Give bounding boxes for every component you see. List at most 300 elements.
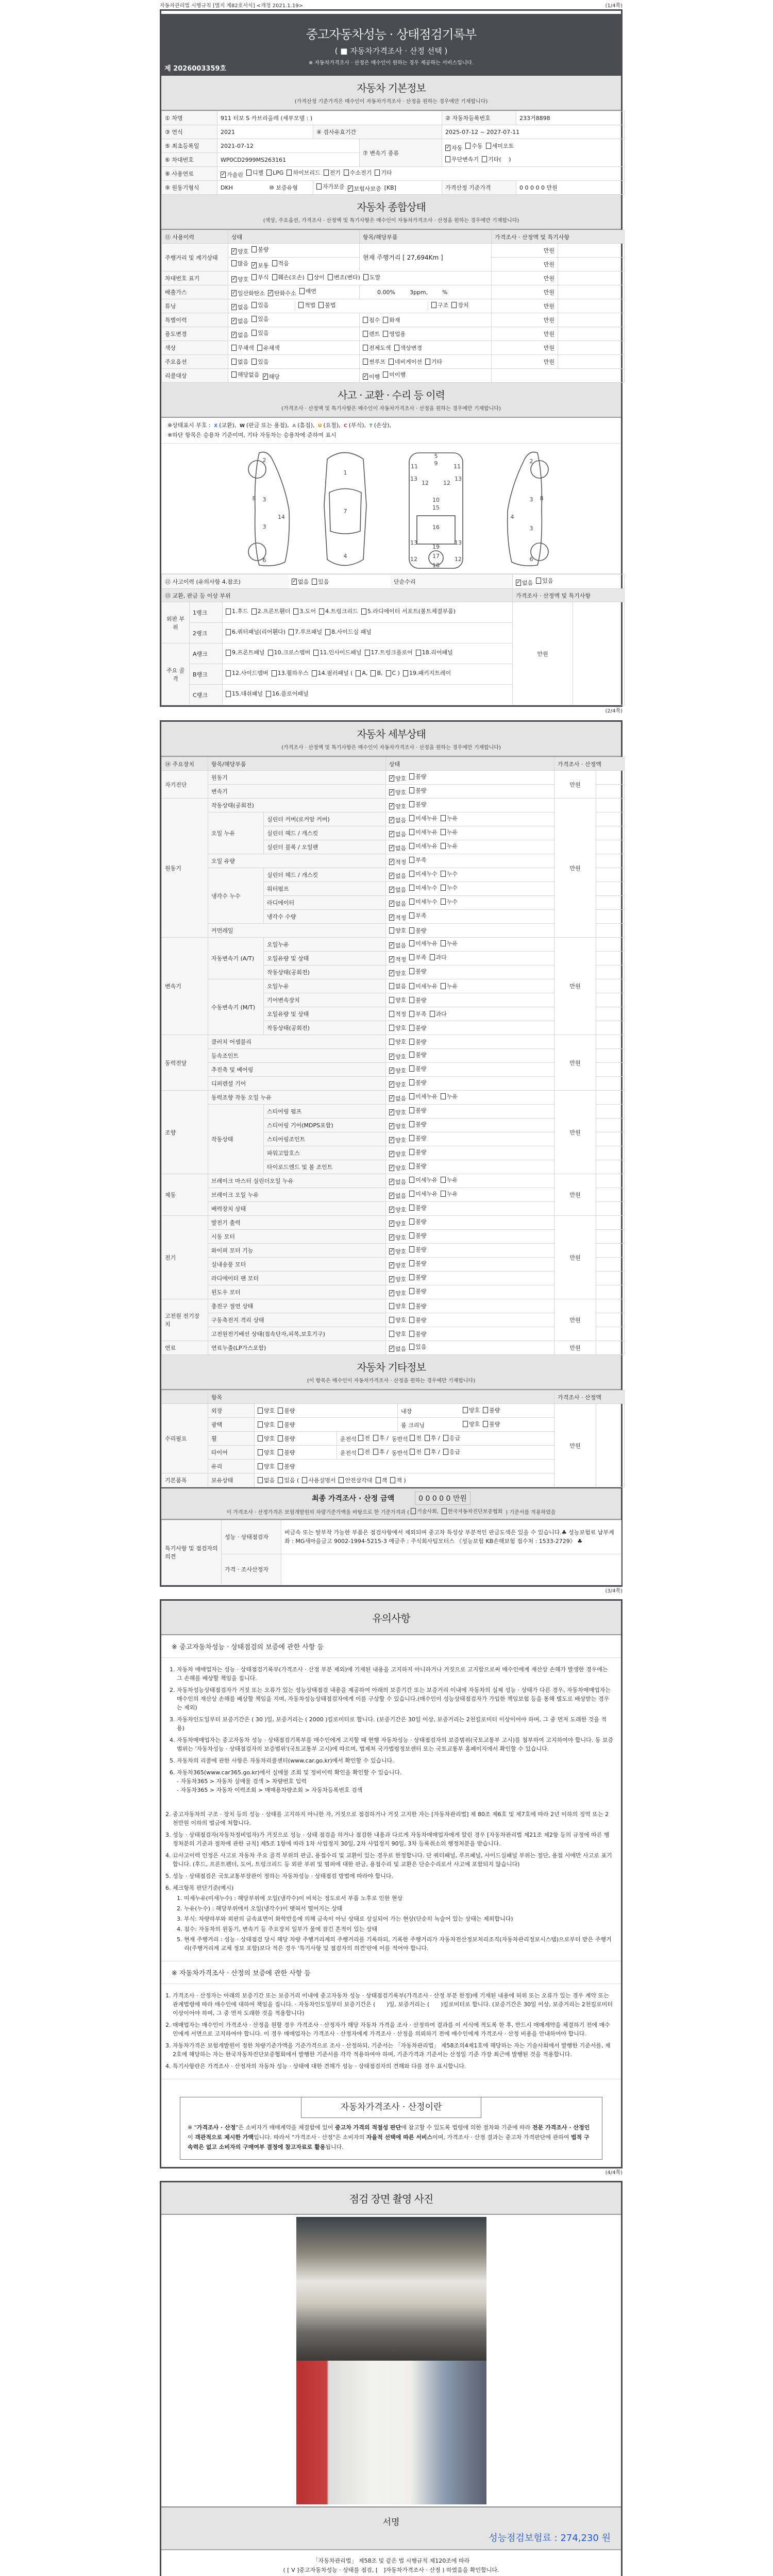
checkbox-option[interactable] — [328, 273, 360, 281]
checkbox-option[interactable] — [409, 1092, 438, 1100]
checkbox-option[interactable] — [441, 870, 458, 878]
checkbox-option[interactable] — [358, 1448, 370, 1456]
checkbox-icon[interactable] — [389, 997, 394, 1003]
checkbox-icon[interactable] — [441, 1191, 446, 1197]
checked-box-icon[interactable]: ✓ — [390, 1165, 394, 1171]
checkbox-option[interactable] — [389, 1136, 406, 1144]
checked-box-icon[interactable]: ✓ — [390, 1234, 394, 1240]
checkbox-icon[interactable] — [375, 170, 380, 176]
checkbox-icon[interactable] — [278, 1435, 283, 1442]
checkbox-option[interactable] — [451, 301, 468, 309]
checkbox-icon[interactable] — [483, 1421, 488, 1427]
checkbox-icon[interactable] — [411, 1508, 416, 1514]
checkbox-option[interactable] — [463, 1406, 480, 1414]
checkbox-icon[interactable] — [442, 1508, 447, 1514]
checkbox-option[interactable] — [363, 344, 391, 352]
checkbox-option[interactable] — [358, 1434, 370, 1442]
checked-box-icon[interactable]: ✓ — [390, 1067, 394, 1073]
checkbox-option[interactable] — [409, 1190, 438, 1198]
checkbox-option[interactable] — [409, 1064, 426, 1073]
checkbox-option[interactable] — [409, 1010, 426, 1018]
checkbox-option[interactable] — [389, 1206, 406, 1214]
checkbox-icon[interactable] — [226, 670, 231, 676]
checkbox-option[interactable] — [409, 967, 426, 975]
checkbox-icon[interactable] — [390, 1477, 395, 1483]
checkbox-option[interactable] — [251, 273, 268, 281]
checkbox-option[interactable] — [258, 1406, 275, 1415]
checkbox-option[interactable] — [231, 331, 248, 339]
checkbox-icon[interactable] — [409, 1218, 414, 1225]
checkbox-icon[interactable] — [409, 927, 414, 934]
checkbox-option[interactable] — [226, 627, 285, 637]
checkbox-option[interactable] — [389, 788, 406, 796]
checked-box-icon[interactable]: ✓ — [390, 1137, 394, 1143]
checkbox-option[interactable] — [516, 579, 533, 587]
checkbox-icon[interactable] — [293, 608, 298, 615]
checkbox-option[interactable] — [409, 828, 438, 836]
checkbox-option[interactable] — [268, 289, 296, 297]
checkbox-icon[interactable] — [425, 359, 430, 365]
checkbox-icon[interactable] — [226, 608, 231, 615]
checkbox-option[interactable] — [389, 1053, 406, 1061]
checkbox-icon[interactable] — [441, 1093, 446, 1099]
checkbox-option[interactable] — [389, 844, 406, 852]
checkbox-option[interactable] — [409, 800, 426, 808]
checkbox-icon[interactable] — [246, 170, 251, 176]
checkbox-icon[interactable] — [431, 302, 436, 308]
checkbox-icon[interactable] — [289, 629, 294, 635]
checkbox-icon[interactable] — [363, 345, 368, 351]
checked-box-icon[interactable]: ✓ — [263, 374, 267, 379]
checkbox-icon[interactable] — [409, 1163, 414, 1169]
checkbox-option[interactable] — [389, 941, 406, 950]
checkbox-option[interactable] — [373, 1448, 389, 1456]
checkbox-option[interactable] — [257, 344, 280, 352]
checkbox-option[interactable] — [409, 1148, 426, 1156]
checkbox-option[interactable] — [409, 911, 426, 920]
checkbox-icon[interactable] — [373, 1435, 378, 1441]
checkbox-icon[interactable] — [226, 650, 231, 656]
checkbox-option[interactable] — [231, 358, 248, 366]
checkbox-icon[interactable] — [278, 1421, 283, 1428]
checkbox-icon[interactable] — [319, 608, 324, 615]
checkbox-icon[interactable] — [389, 1331, 394, 1337]
checked-box-icon[interactable]: ✓ — [390, 956, 394, 962]
checked-box-icon[interactable]: ✓ — [232, 248, 237, 254]
checkbox-option[interactable] — [409, 842, 438, 850]
checkbox-icon[interactable] — [409, 1121, 414, 1127]
checkbox-icon[interactable] — [443, 1435, 448, 1441]
checkbox-icon[interactable] — [278, 1449, 283, 1455]
checkbox-icon[interactable] — [410, 1449, 415, 1455]
checkbox-option[interactable] — [409, 1038, 426, 1046]
checkbox-icon[interactable] — [231, 359, 237, 365]
checkbox-icon[interactable] — [361, 608, 366, 615]
checkbox-option[interactable] — [445, 144, 462, 152]
checkbox-option[interactable] — [409, 1050, 426, 1059]
checkbox-icon[interactable] — [463, 1407, 468, 1413]
checkbox-icon[interactable] — [409, 1191, 414, 1197]
checkbox-option[interactable] — [363, 372, 380, 381]
checkbox-icon[interactable] — [356, 670, 361, 676]
checkbox-option[interactable] — [231, 317, 248, 325]
checkbox-icon[interactable] — [409, 857, 414, 863]
checkbox-option[interactable] — [389, 1289, 406, 1297]
checkbox-option[interactable] — [375, 168, 392, 177]
checkbox-icon[interactable] — [383, 331, 388, 337]
checkbox-icon[interactable] — [376, 1477, 381, 1483]
checkbox-option[interactable] — [302, 1476, 335, 1484]
checkbox-option[interactable] — [409, 1134, 426, 1142]
checkbox-option[interactable] — [258, 1448, 275, 1456]
checked-box-icon[interactable]: ✓ — [390, 859, 394, 865]
checkbox-option[interactable] — [251, 301, 268, 309]
checkbox-icon[interactable] — [389, 983, 394, 989]
checkbox-icon[interactable] — [363, 274, 368, 280]
checkbox-option[interactable] — [486, 142, 514, 150]
checkbox-icon[interactable] — [389, 1303, 394, 1309]
checkbox-icon[interactable] — [344, 170, 349, 176]
checkbox-option[interactable] — [389, 1330, 406, 1338]
checkbox-option[interactable] — [363, 273, 380, 281]
checkbox-option[interactable] — [389, 1192, 406, 1200]
checkbox-option[interactable] — [231, 303, 248, 311]
checkbox-option[interactable] — [389, 1150, 406, 1158]
checkbox-option[interactable] — [363, 330, 380, 338]
checkbox-icon[interactable] — [409, 1011, 414, 1017]
checkbox-icon[interactable] — [251, 330, 257, 336]
checkbox-icon[interactable] — [409, 997, 414, 1003]
checkbox-icon[interactable] — [409, 843, 414, 849]
checkbox-option[interactable] — [410, 1448, 422, 1456]
checkbox-option[interactable] — [409, 982, 438, 990]
checkbox-icon[interactable] — [441, 815, 446, 821]
checkbox-icon[interactable] — [409, 954, 414, 960]
checkbox-option[interactable] — [386, 668, 400, 679]
checkbox-option[interactable] — [258, 1462, 275, 1470]
checkbox-option[interactable] — [441, 884, 458, 892]
checkbox-option[interactable] — [394, 344, 423, 352]
checkbox-icon[interactable] — [409, 1331, 414, 1337]
checkbox-icon[interactable] — [409, 1246, 414, 1252]
checkbox-option[interactable] — [356, 668, 367, 679]
checkbox-option[interactable] — [251, 245, 268, 253]
checkbox-icon[interactable] — [486, 143, 491, 149]
checkbox-option[interactable] — [389, 802, 406, 810]
checked-box-icon[interactable]: ✓ — [348, 185, 352, 191]
checkbox-icon[interactable] — [231, 345, 237, 351]
checkbox-option[interactable] — [409, 786, 426, 794]
checkbox-option[interactable] — [389, 913, 406, 922]
checkbox-option[interactable] — [409, 1120, 426, 1128]
checkbox-icon[interactable] — [373, 1449, 378, 1455]
checkbox-icon[interactable] — [308, 274, 313, 280]
checkbox-option[interactable] — [389, 1219, 406, 1228]
checkbox-option[interactable] — [389, 1178, 406, 1186]
checkbox-option[interactable] — [319, 606, 358, 617]
checkbox-icon[interactable] — [251, 608, 257, 615]
checkbox-icon[interactable] — [409, 940, 414, 946]
checkbox-option[interactable] — [389, 1094, 406, 1103]
checked-box-icon[interactable]: ✓ — [390, 1290, 394, 1296]
checkbox-option[interactable] — [263, 372, 280, 381]
checkbox-option[interactable] — [390, 1476, 406, 1484]
checked-box-icon[interactable]: ✓ — [390, 1207, 394, 1212]
checkbox-option[interactable] — [482, 155, 511, 163]
checkbox-icon[interactable] — [409, 801, 414, 807]
checkbox-option[interactable] — [258, 1476, 275, 1484]
checkbox-option[interactable] — [389, 1024, 406, 1032]
checkbox-icon[interactable] — [409, 1065, 414, 1072]
checkbox-option[interactable] — [363, 358, 385, 366]
checkbox-icon[interactable] — [389, 1317, 394, 1323]
checkbox-icon[interactable] — [430, 1011, 435, 1017]
checked-box-icon[interactable]: ✓ — [268, 290, 273, 296]
checkbox-icon[interactable] — [483, 1407, 488, 1413]
checkbox-option[interactable] — [389, 1080, 406, 1089]
checkbox-option[interactable] — [409, 1330, 426, 1338]
checkbox-option[interactable] — [389, 1302, 406, 1310]
checkbox-option[interactable] — [312, 668, 353, 679]
checkbox-icon[interactable] — [536, 578, 541, 584]
checkbox-option[interactable] — [442, 1507, 502, 1515]
checkbox-icon[interactable] — [409, 899, 414, 905]
checked-box-icon[interactable]: ✓ — [390, 1276, 394, 1282]
checkbox-option[interactable] — [389, 1066, 406, 1075]
checkbox-icon[interactable] — [266, 170, 272, 176]
checkbox-icon[interactable] — [258, 1463, 263, 1469]
checkbox-icon[interactable] — [287, 170, 292, 176]
checkbox-option[interactable] — [409, 814, 438, 822]
checkbox-icon[interactable] — [339, 1477, 344, 1483]
checkbox-icon[interactable] — [386, 670, 391, 676]
checkbox-icon[interactable] — [409, 885, 414, 891]
checkbox-option[interactable] — [389, 1038, 406, 1046]
checkbox-option[interactable] — [278, 1476, 299, 1484]
checkbox-icon[interactable] — [465, 143, 470, 149]
checkbox-icon[interactable] — [358, 1449, 363, 1455]
checkbox-option[interactable] — [483, 1420, 500, 1428]
checkbox-option[interactable] — [411, 1507, 439, 1515]
checkbox-icon[interactable] — [358, 1435, 363, 1441]
checkbox-icon[interactable] — [403, 670, 408, 676]
checkbox-option[interactable] — [409, 772, 426, 781]
checkbox-option[interactable] — [441, 842, 458, 850]
checked-box-icon[interactable]: ✓ — [252, 262, 257, 268]
checkbox-option[interactable] — [389, 900, 406, 908]
checkbox-icon[interactable] — [409, 968, 414, 974]
checkbox-option[interactable] — [324, 168, 341, 177]
checkbox-option[interactable] — [430, 1010, 447, 1018]
checkbox-option[interactable] — [536, 577, 553, 585]
checkbox-option[interactable] — [389, 996, 406, 1004]
checkbox-option[interactable] — [231, 259, 248, 267]
checkbox-option[interactable] — [443, 1434, 460, 1442]
checkbox-icon[interactable] — [251, 302, 257, 308]
checkbox-option[interactable] — [409, 1106, 426, 1114]
checkbox-option[interactable] — [409, 1273, 426, 1281]
checkbox-option[interactable] — [389, 1345, 406, 1353]
checkbox-icon[interactable] — [251, 246, 257, 252]
checkbox-option[interactable] — [409, 1162, 426, 1170]
checkbox-icon[interactable] — [226, 691, 231, 697]
checkbox-option[interactable] — [313, 648, 361, 658]
checkbox-icon[interactable] — [482, 156, 487, 162]
checked-box-icon[interactable]: ✓ — [390, 1095, 394, 1101]
checkbox-icon[interactable] — [371, 670, 376, 676]
checkbox-option[interactable] — [383, 316, 400, 324]
checkbox-icon[interactable] — [266, 691, 271, 697]
checked-box-icon[interactable]: ✓ — [390, 1123, 394, 1129]
checked-box-icon[interactable]: ✓ — [516, 579, 521, 585]
checkbox-option[interactable] — [425, 1448, 440, 1456]
checkbox-icon[interactable] — [231, 260, 237, 266]
checkbox-option[interactable] — [226, 648, 265, 658]
checkbox-icon[interactable] — [258, 1477, 263, 1483]
checkbox-option[interactable] — [339, 1476, 372, 1484]
checkbox-icon[interactable] — [409, 1344, 414, 1350]
checkbox-option[interactable] — [430, 953, 447, 961]
checkbox-icon[interactable] — [441, 871, 446, 877]
checkbox-option[interactable] — [363, 316, 380, 324]
checked-box-icon[interactable]: ✓ — [390, 1179, 394, 1184]
checkbox-option[interactable] — [409, 897, 438, 906]
checkbox-option[interactable] — [409, 1343, 426, 1351]
checkbox-option[interactable] — [409, 953, 426, 961]
checkbox-option[interactable] — [348, 184, 381, 193]
checkbox-option[interactable] — [344, 168, 372, 177]
checkbox-option[interactable] — [316, 182, 345, 191]
checkbox-option[interactable] — [409, 996, 426, 1004]
checked-box-icon[interactable]: ✓ — [232, 332, 237, 337]
checkbox-option[interactable] — [425, 1434, 440, 1442]
checkbox-icon[interactable] — [409, 1177, 414, 1183]
checkbox-option[interactable] — [409, 884, 438, 892]
checkbox-option[interactable] — [308, 273, 325, 281]
checkbox-option[interactable] — [443, 1448, 460, 1456]
checkbox-icon[interactable] — [365, 650, 370, 656]
checkbox-icon[interactable] — [312, 670, 317, 676]
checkbox-option[interactable] — [318, 301, 335, 309]
checked-box-icon[interactable]: ✓ — [390, 887, 394, 892]
checkbox-option[interactable] — [371, 668, 382, 679]
checkbox-option[interactable] — [409, 1316, 426, 1324]
checkbox-icon[interactable] — [443, 1449, 448, 1455]
checkbox-option[interactable] — [272, 259, 289, 267]
checkbox-option[interactable] — [266, 170, 283, 176]
checkbox-option[interactable] — [312, 578, 329, 586]
checkbox-option[interactable] — [376, 1476, 388, 1484]
checkbox-icon[interactable] — [409, 1093, 414, 1099]
checkbox-option[interactable] — [278, 1462, 295, 1470]
checked-box-icon[interactable]: ✓ — [390, 1248, 394, 1254]
checkbox-icon[interactable] — [441, 885, 446, 891]
checkbox-option[interactable] — [251, 315, 268, 323]
checkbox-option[interactable] — [389, 1122, 406, 1130]
checkbox-option[interactable] — [409, 1176, 438, 1184]
checkbox-option[interactable] — [292, 578, 309, 586]
checkbox-option[interactable] — [431, 301, 448, 309]
checked-box-icon[interactable]: ✓ — [390, 970, 394, 976]
checkbox-icon[interactable] — [258, 1435, 263, 1442]
checkbox-option[interactable] — [445, 155, 479, 163]
checkbox-option[interactable] — [361, 606, 456, 617]
checkbox-option[interactable] — [266, 689, 309, 699]
checkbox-icon[interactable] — [441, 829, 446, 835]
checkbox-icon[interactable] — [316, 183, 322, 190]
checkbox-icon[interactable] — [409, 1317, 414, 1323]
checkbox-icon[interactable] — [409, 1288, 414, 1294]
checkbox-icon[interactable] — [257, 345, 262, 351]
checkbox-icon[interactable] — [409, 1260, 414, 1266]
checked-box-icon[interactable]: ✓ — [363, 374, 368, 379]
checkbox-option[interactable] — [389, 969, 406, 977]
checked-box-icon[interactable]: ✓ — [221, 172, 226, 177]
checkbox-option[interactable] — [298, 301, 315, 309]
checkbox-icon[interactable] — [409, 1052, 414, 1058]
checkbox-icon[interactable] — [409, 1039, 414, 1045]
checked-box-icon[interactable]: ✓ — [390, 1193, 394, 1198]
checkbox-icon[interactable] — [441, 899, 446, 905]
checkbox-option[interactable] — [231, 344, 254, 352]
checkbox-option[interactable] — [226, 606, 248, 617]
checkbox-option[interactable] — [409, 1078, 426, 1087]
checkbox-icon[interactable] — [278, 1477, 283, 1483]
checkbox-option[interactable] — [441, 982, 458, 990]
checkbox-icon[interactable] — [389, 359, 394, 365]
checkbox-icon[interactable] — [409, 983, 414, 989]
checkbox-icon[interactable] — [383, 317, 388, 323]
checkbox-icon[interactable] — [363, 317, 368, 323]
checkbox-icon[interactable] — [226, 629, 231, 635]
checked-box-icon[interactable]: ✓ — [390, 1151, 394, 1157]
checkbox-icon[interactable] — [409, 1079, 414, 1086]
checkbox-icon[interactable] — [409, 1303, 414, 1309]
checked-box-icon[interactable]: ✓ — [390, 1221, 394, 1226]
checkbox-icon[interactable] — [409, 871, 414, 877]
checkbox-icon[interactable] — [430, 954, 435, 960]
checkbox-icon[interactable] — [441, 843, 446, 849]
checkbox-icon[interactable] — [251, 359, 257, 365]
checkbox-option[interactable] — [409, 939, 438, 947]
checkbox-option[interactable] — [251, 358, 268, 366]
checkbox-option[interactable] — [409, 926, 426, 935]
checkbox-icon[interactable] — [389, 1039, 394, 1045]
checkbox-icon[interactable] — [325, 629, 330, 635]
checked-box-icon[interactable]: ✓ — [390, 1262, 394, 1268]
checkbox-option[interactable] — [226, 689, 263, 699]
checkbox-icon[interactable] — [409, 1135, 414, 1141]
checkbox-icon[interactable] — [278, 1463, 283, 1469]
checkbox-icon[interactable] — [251, 316, 257, 322]
checkbox-option[interactable] — [258, 1434, 275, 1443]
checked-box-icon[interactable]: ✓ — [390, 803, 394, 809]
checkbox-icon[interactable] — [441, 1177, 446, 1183]
checkbox-icon[interactable] — [409, 1107, 414, 1113]
checkbox-icon[interactable] — [298, 302, 304, 308]
checkbox-option[interactable] — [441, 1092, 458, 1100]
checkbox-icon[interactable] — [389, 1025, 394, 1031]
checkbox-option[interactable] — [299, 287, 316, 295]
checkbox-icon[interactable] — [409, 1205, 414, 1211]
checkbox-option[interactable] — [465, 142, 482, 150]
checkbox-option[interactable] — [389, 872, 406, 880]
checked-box-icon[interactable]: ✓ — [390, 1109, 394, 1115]
checkbox-option[interactable] — [389, 1247, 406, 1256]
checkbox-icon[interactable] — [389, 1011, 394, 1017]
checkbox-icon[interactable] — [463, 1421, 468, 1427]
checked-box-icon[interactable]: ✓ — [390, 1346, 394, 1351]
